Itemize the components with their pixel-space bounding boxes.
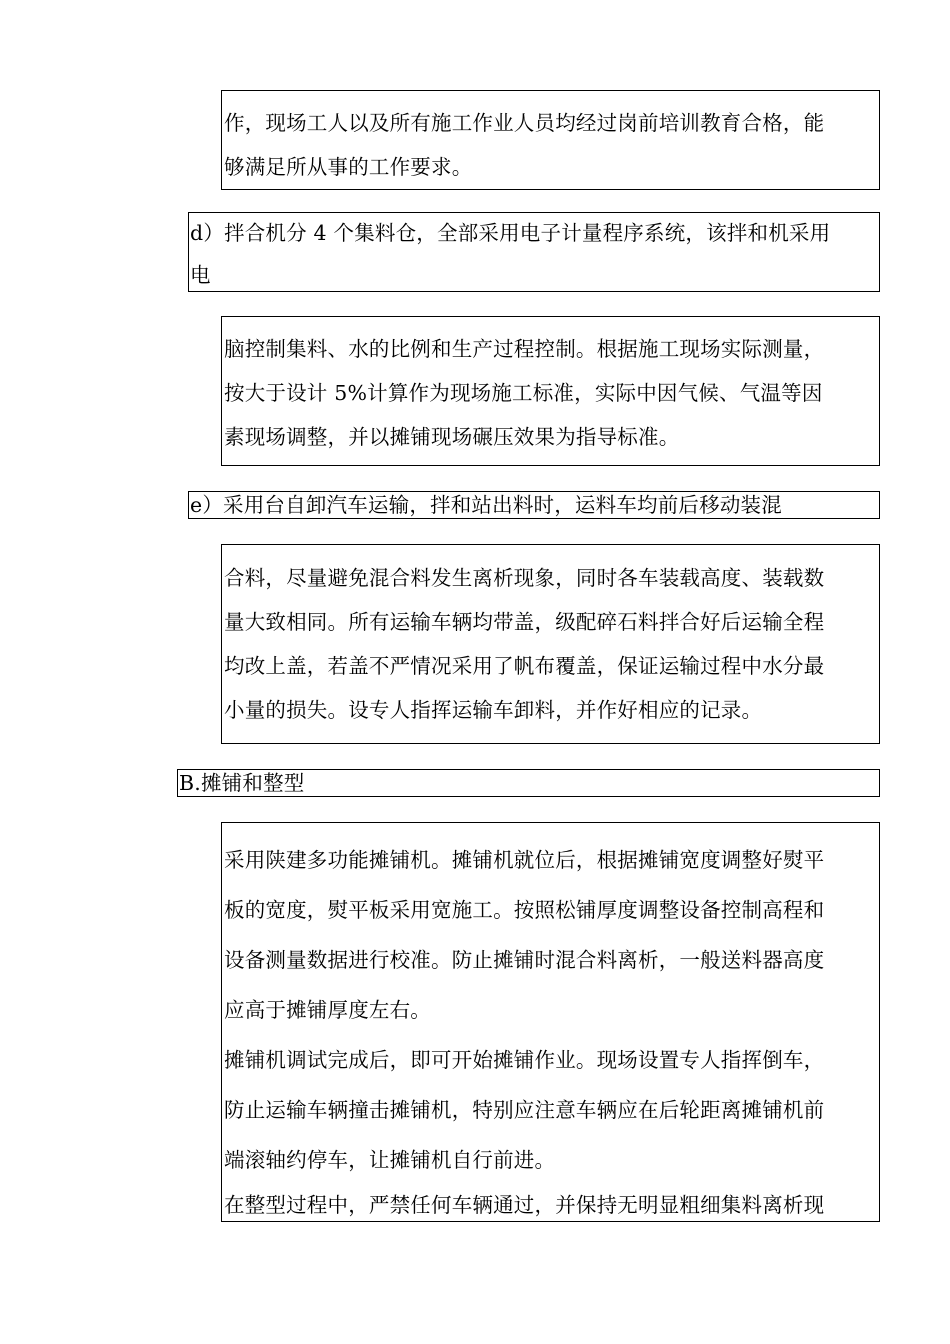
text-line: d）拌合机分 4 个集料仓，全部采用电子计量程序系统，该拌和机采用 bbox=[190, 221, 831, 245]
text-line: 合料，尽量避免混合料发生离析现象，同时各车装载高度、装载数 bbox=[224, 566, 825, 590]
text-block-transport bbox=[188, 491, 880, 519]
text-block-paving-detail bbox=[221, 822, 880, 1222]
text-line: 摊铺机调试完成后，即可开始摊铺作业。现场设置专人指挥倒车， bbox=[224, 1048, 825, 1072]
text-line: 电 bbox=[190, 263, 211, 287]
text-line: 作，现场工人以及所有施工作业人员均经过岗前培训教育合格，能 bbox=[224, 111, 825, 135]
text-block-staff-training bbox=[221, 90, 880, 190]
text-line: 采用陕建多功能摊铺机。摊铺机就位后，根据摊铺宽度调整好熨平 bbox=[224, 848, 825, 872]
text-line: 在整型过程中，严禁任何车辆通过，并保持无明显粗细集料离析现 bbox=[224, 1193, 825, 1217]
text-line: 均改上盖，若盖不严情况采用了帆布覆盖，保证运输过程中水分最 bbox=[224, 654, 825, 678]
text-line: 够满足所从事的工作要求。 bbox=[224, 155, 473, 179]
text-line: 量大致相同。所有运输车辆均带盖，级配碎石料拌合好后运输全程 bbox=[224, 610, 825, 634]
text-block-computer-control bbox=[221, 316, 880, 466]
text-line: 端滚轴约停车，让摊铺机自行前进。 bbox=[224, 1148, 556, 1172]
text-line: 小量的损失。设专人指挥运输车卸料，并作好相应的记录。 bbox=[224, 698, 763, 722]
section-heading-paving bbox=[177, 769, 880, 797]
text-line: 素现场调整，并以摊铺现场碾压效果为指导标准。 bbox=[224, 425, 680, 449]
text-line: e）采用台自卸汽车运输，拌和站出料时，运料车均前后移动装混 bbox=[190, 493, 782, 517]
section-heading-text: B.摊铺和整型 bbox=[179, 771, 305, 795]
text-line: 板的宽度，熨平板采用宽施工。按照松铺厚度调整设备控制高程和 bbox=[224, 898, 825, 922]
text-block-transport-detail bbox=[221, 544, 880, 744]
text-line: 设备测量数据进行校准。防止摊铺时混合料离析，一般送料器高度 bbox=[224, 948, 825, 972]
text-line: 脑控制集料、水的比例和生产过程控制。根据施工现场实际测量， bbox=[224, 337, 825, 361]
text-line: 应高于摊铺厚度左右。 bbox=[224, 998, 431, 1022]
text-block-mixer-bins bbox=[188, 212, 880, 292]
text-line: 按大于设计 5%计算作为现场施工标准，实际中因气候、气温等因 bbox=[224, 381, 823, 405]
text-line: 防止运输车辆撞击摊铺机，特别应注意车辆应在后轮距离摊铺机前 bbox=[224, 1098, 825, 1122]
